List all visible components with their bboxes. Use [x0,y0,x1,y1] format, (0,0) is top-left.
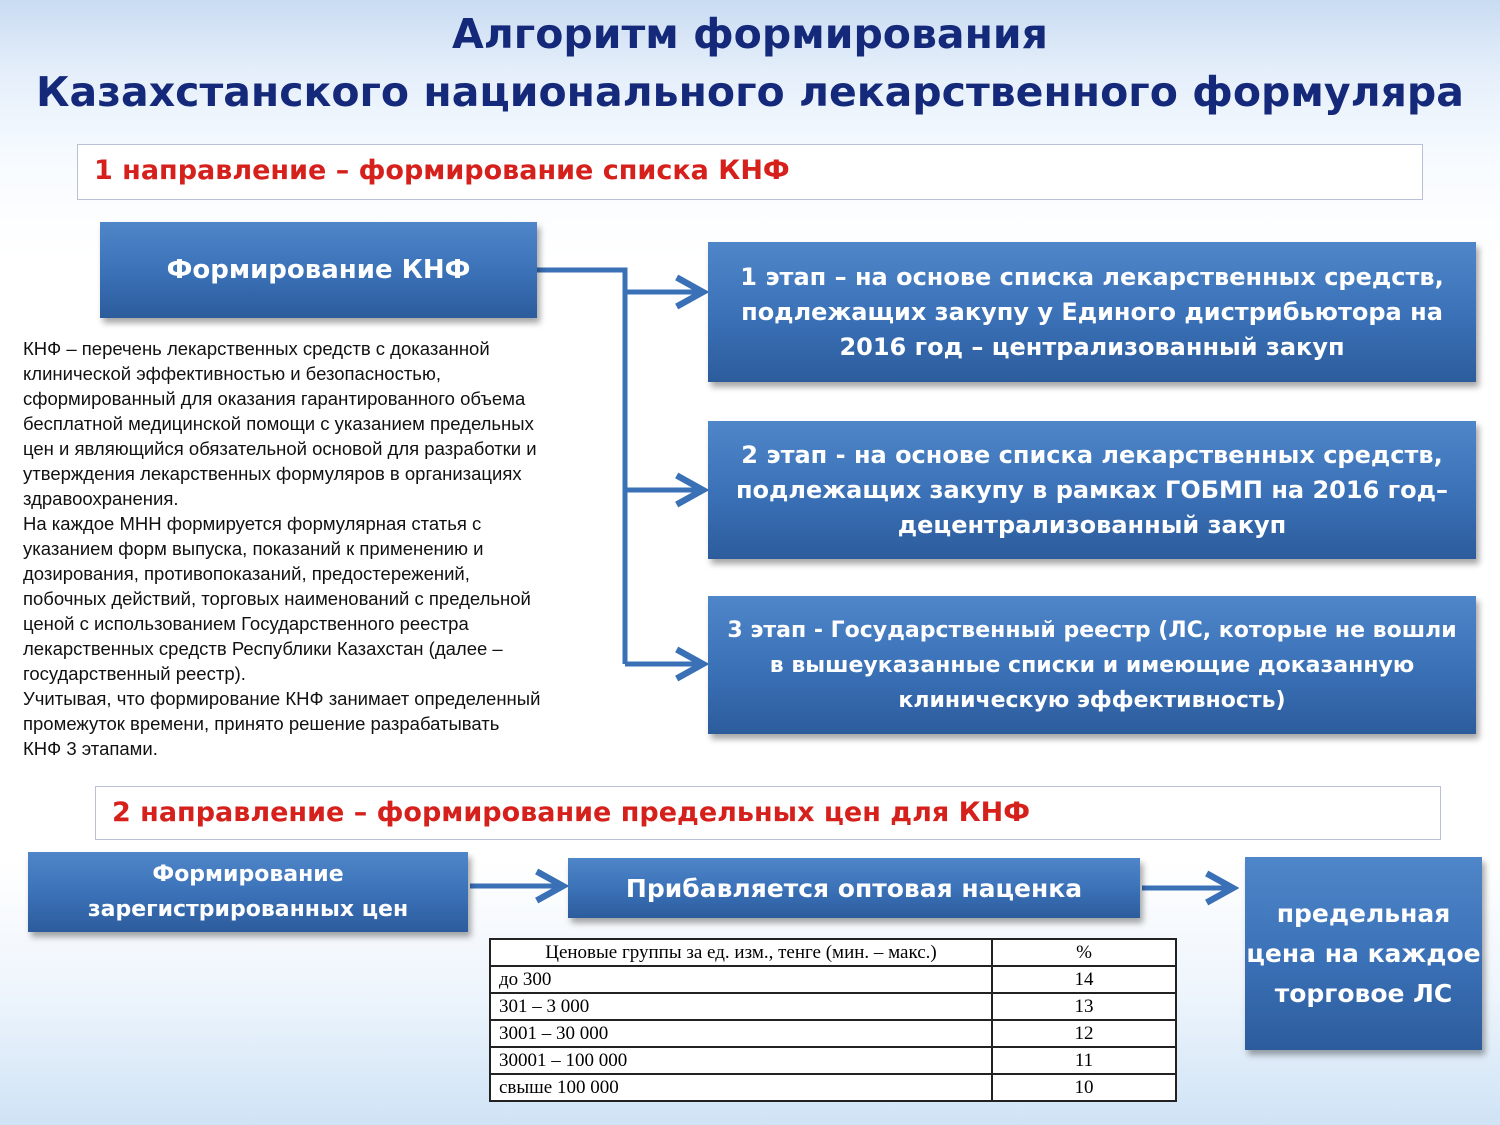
table-header-row [490,939,1176,966]
percent-cell: 11 [992,1047,1176,1074]
stage-2-box [708,421,1476,559]
table-row [490,1020,1176,1047]
registered-prices-box [28,852,468,932]
price-group-cell: 3001 – 30 000 [490,1020,992,1047]
percent-cell: 14 [992,966,1176,993]
table-row [490,1074,1176,1101]
stage-1-box [708,242,1476,382]
header-percent: % [992,939,1176,966]
final-price-text: предельная цена на каждое торговое ЛС [1246,898,1481,1008]
percent-cell: 13 [992,993,1176,1020]
knf-formation-box: Формирование КНФ [100,222,537,318]
direction-2-banner: 2 направление – формирование предельных цен для КНФ [95,786,1441,840]
table-row [490,1047,1176,1074]
table-row [490,993,1176,1020]
table-row [490,966,1176,993]
registered-prices-text: Формирование зарегистрированных цен [87,862,409,922]
header-price-group: Ценовые группы за ед. изм., тенге (мин. – макс.) [490,939,992,966]
stage-3-text: 3 этап - Государственный реестр (ЛС, которые не вошли в вышеуказанные списки и имеющие доказанную клиническую эффективность) [727,617,1457,713]
price-group-cell: свыше 100 000 [490,1074,992,1101]
price-group-cell: 30001 – 100 000 [490,1047,992,1074]
percent-cell: 10 [992,1074,1176,1101]
price-group-cell: до 300 [490,966,992,993]
final-price-box [1245,857,1482,1050]
title-line-2: Казахстанского национального лекарственного формуляра [36,68,1464,116]
stage-1-text: 1 этап – на основе списка лекарственных средств, подлежащих закупу у Единого дистрибьютора на 2016 год – централизованный закуп [740,262,1444,361]
stage-2-text: 2 этап - на основе списка лекарственных средств, подлежащих закупу в рамках ГОБМП на 2016 год– децентрализованный закуп [735,440,1449,539]
knf-description: КНФ – перечень лекарственных средств с доказанной клинической эффективностью и безопасностью, сформированный для оказания гарантированного объема бесплатной медицинской помощи с указанием предельных цен и являющийся обязательной основой для разработки и утверждения лекарственных формуляров в организациях здравоохранения. На каждое МНН формируется формулярная статья с указанием форм выпуска, показаний к применению и дозирования, противопоказаний, предостережений, побочных действий, торговых наименований с предельной ценой с использованием Государственного реестра лекарственных средств Республики Казахстан (далее – государственный реестр). Учитывая, что формирование КНФ занимает определенный промежуток времени, принято решение разрабатывать КНФ 3 этапами. [23,338,541,759]
wholesale-markup-box: Прибавляется оптовая наценка [568,858,1140,918]
stage-3-box [708,596,1476,734]
direction-1-banner: 1 направление – формирование списка КНФ [77,144,1423,200]
percent-cell: 12 [992,1020,1176,1047]
price-group-cell: 301 – 3 000 [490,993,992,1020]
price-groups-table [489,938,1177,1102]
title-line-1: Алгоритм формирования [452,10,1048,58]
